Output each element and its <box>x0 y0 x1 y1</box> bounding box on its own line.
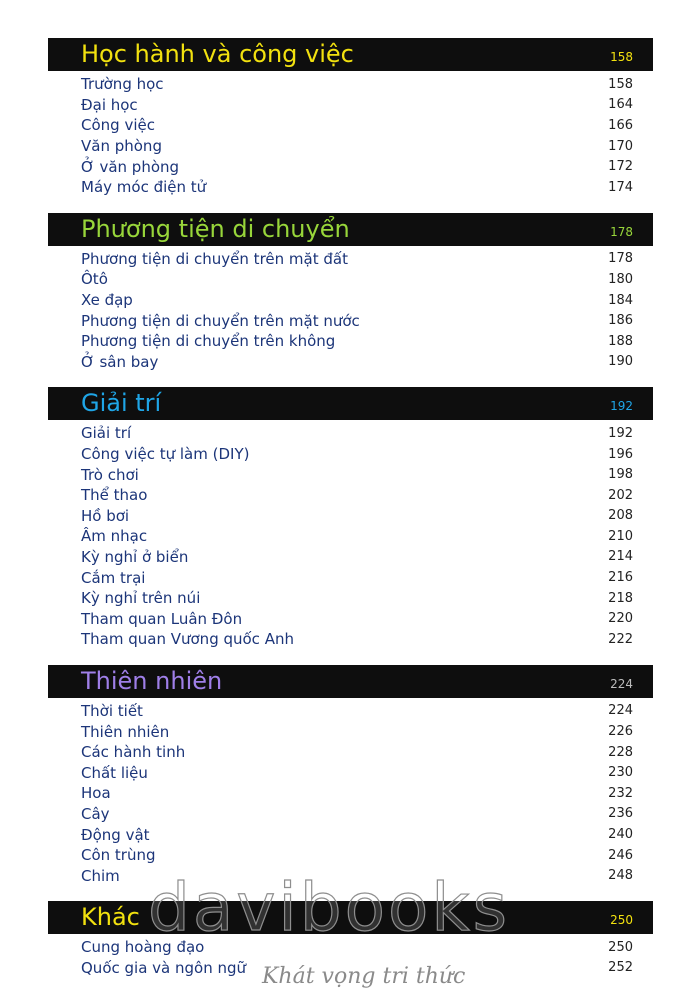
section-page-number: 192 <box>610 399 633 414</box>
entry-label: Kỳ nghỉ trên núi <box>81 589 201 608</box>
toc-entry[interactable] <box>81 115 653 136</box>
entry-page-number: 214 <box>608 549 633 565</box>
entry-label: Chất liệu <box>81 763 148 782</box>
toc-entry[interactable] <box>81 290 653 311</box>
entry-list <box>48 249 653 373</box>
section-title: Thiên nhiên <box>81 666 223 695</box>
entry-page-number: 196 <box>608 446 633 462</box>
entry-page-number: 202 <box>608 487 633 503</box>
section-page-number: 250 <box>610 913 633 927</box>
entry-page-number: 198 <box>608 467 633 483</box>
entry-label: Máy móc điện tử <box>81 178 207 197</box>
toc-entry[interactable] <box>81 331 653 352</box>
entry-label: Tham quan Luân Đôn <box>81 609 243 628</box>
section-header[interactable] <box>48 387 653 420</box>
entry-page-number: 170 <box>608 138 633 154</box>
toc-section <box>48 387 653 650</box>
toc-entry[interactable] <box>81 464 653 485</box>
toc-section <box>48 213 653 373</box>
entry-label: Cắm trại <box>81 568 146 587</box>
entry-list <box>48 423 653 650</box>
entry-page-number: 178 <box>608 251 633 267</box>
section-header[interactable] <box>48 38 653 71</box>
section-title: Khác <box>81 903 140 931</box>
entry-page-number: 248 <box>608 868 633 884</box>
entry-label: Động vật <box>81 825 150 844</box>
toc-entry[interactable] <box>81 742 653 763</box>
toc-entry[interactable] <box>81 423 653 444</box>
entry-page-number: 216 <box>608 570 633 586</box>
entry-label: Công việc <box>81 116 155 135</box>
toc-entry[interactable] <box>81 608 653 629</box>
entry-label: Côn trùng <box>81 846 156 865</box>
section-page-number: 158 <box>610 50 633 64</box>
entry-list <box>48 701 653 886</box>
entry-label: Phương tiện di chuyển trên mặt đất <box>81 249 348 268</box>
toc-entry[interactable] <box>81 845 653 866</box>
toc-entry[interactable] <box>81 824 653 845</box>
toc-entry[interactable] <box>81 444 653 465</box>
section-title: Phương tiện di chuyển <box>81 214 350 243</box>
entry-label: Thời tiết <box>81 701 143 720</box>
entry-page-number: 180 <box>608 271 633 287</box>
entry-label: Cung hoàng đạo <box>81 938 205 957</box>
entry-label: Phương tiện di chuyển trên không <box>81 332 336 351</box>
entry-label: Chim <box>81 866 120 885</box>
entry-page-number: 218 <box>608 590 633 606</box>
toc-section <box>48 38 653 198</box>
entry-page-number: 164 <box>608 97 633 113</box>
toc-entry[interactable] <box>81 547 653 568</box>
entry-label: Tham quan Vương quốc Anh <box>81 630 294 649</box>
toc-entry[interactable] <box>81 156 653 177</box>
entry-page-number: 184 <box>608 292 633 308</box>
toc-entry[interactable] <box>81 526 653 547</box>
entry-page-number: 246 <box>608 847 633 863</box>
toc-entry[interactable] <box>81 352 653 373</box>
toc-entry[interactable] <box>81 721 653 742</box>
entry-label: Âm nhạc <box>81 527 148 546</box>
toc-entry[interactable] <box>81 249 653 270</box>
entry-page-number: 222 <box>608 631 633 647</box>
toc-entry[interactable] <box>81 269 653 290</box>
toc-section <box>48 665 653 886</box>
entry-page-number: 224 <box>608 703 633 719</box>
toc-entry[interactable] <box>81 804 653 825</box>
section-title: Giải trí <box>81 389 162 418</box>
entry-label: Thể thao <box>81 486 148 505</box>
entry-label: Hồ bơi <box>81 506 130 525</box>
toc-entry[interactable] <box>81 95 653 116</box>
entry-page-number: 232 <box>608 785 633 801</box>
toc-entry[interactable] <box>81 783 653 804</box>
entry-page-number: 174 <box>608 179 633 195</box>
toc-entry[interactable] <box>81 136 653 157</box>
entry-page-number: 252 <box>608 960 633 976</box>
toc-entry[interactable] <box>81 177 653 198</box>
section-header[interactable] <box>48 213 653 246</box>
toc-entry[interactable] <box>81 629 653 650</box>
entry-label: Ở sân bay <box>81 352 159 371</box>
entry-page-number: 166 <box>608 117 633 133</box>
entry-label: Thiên nhiên <box>81 722 170 741</box>
table-of-contents <box>48 38 653 978</box>
entry-page-number: 186 <box>608 313 633 329</box>
entry-label: Cây <box>81 804 110 823</box>
entry-page-number: 220 <box>608 611 633 627</box>
entry-label: Trò chơi <box>81 465 139 484</box>
toc-entry[interactable] <box>81 762 653 783</box>
entry-label: Đại học <box>81 95 138 114</box>
entry-label: Công việc tự làm (DIY) <box>81 445 250 464</box>
entry-label: Phương tiện di chuyển trên mặt nước <box>81 311 360 330</box>
toc-entry[interactable] <box>81 74 653 95</box>
section-header[interactable] <box>48 665 653 698</box>
entry-page-number: 190 <box>608 354 633 370</box>
entry-page-number: 250 <box>608 939 633 955</box>
entry-label: Kỳ nghỉ ở biển <box>81 547 189 566</box>
entry-label: Giải trí <box>81 424 132 443</box>
entry-page-number: 228 <box>608 744 633 760</box>
entry-label: Hoa <box>81 784 111 803</box>
entry-list <box>48 74 653 198</box>
toc-entry[interactable] <box>81 506 653 527</box>
entry-page-number: 192 <box>608 425 633 441</box>
toc-entry[interactable] <box>81 588 653 609</box>
watermark-brand: davibooks <box>148 869 510 946</box>
entry-label: Xe đạp <box>81 291 133 310</box>
entry-label: Ôtô <box>81 270 108 289</box>
entry-label: Các hành tinh <box>81 743 186 762</box>
toc-entry[interactable] <box>81 701 653 722</box>
entry-label: Trường học <box>81 75 164 94</box>
entry-label: Quốc gia và ngôn ngữ <box>81 958 247 977</box>
section-page-number: 224 <box>610 676 633 691</box>
entry-page-number: 208 <box>608 508 633 524</box>
entry-page-number: 230 <box>608 765 633 781</box>
entry-label: Ở văn phòng <box>81 157 180 176</box>
section-title: Học hành và công việc <box>81 40 354 68</box>
entry-page-number: 236 <box>608 806 633 822</box>
section-page-number: 178 <box>610 224 633 239</box>
toc-entry[interactable] <box>81 485 653 506</box>
entry-page-number: 226 <box>608 724 633 740</box>
watermark-tagline: Khát vọng tri thức <box>262 964 466 989</box>
entry-page-number: 240 <box>608 827 633 843</box>
entry-label: Văn phòng <box>81 137 162 156</box>
entry-page-number: 210 <box>608 528 633 544</box>
entry-page-number: 188 <box>608 333 633 349</box>
entry-page-number: 158 <box>608 76 633 92</box>
entry-page-number: 172 <box>608 159 633 175</box>
toc-entry[interactable] <box>81 567 653 588</box>
toc-entry[interactable] <box>81 310 653 331</box>
